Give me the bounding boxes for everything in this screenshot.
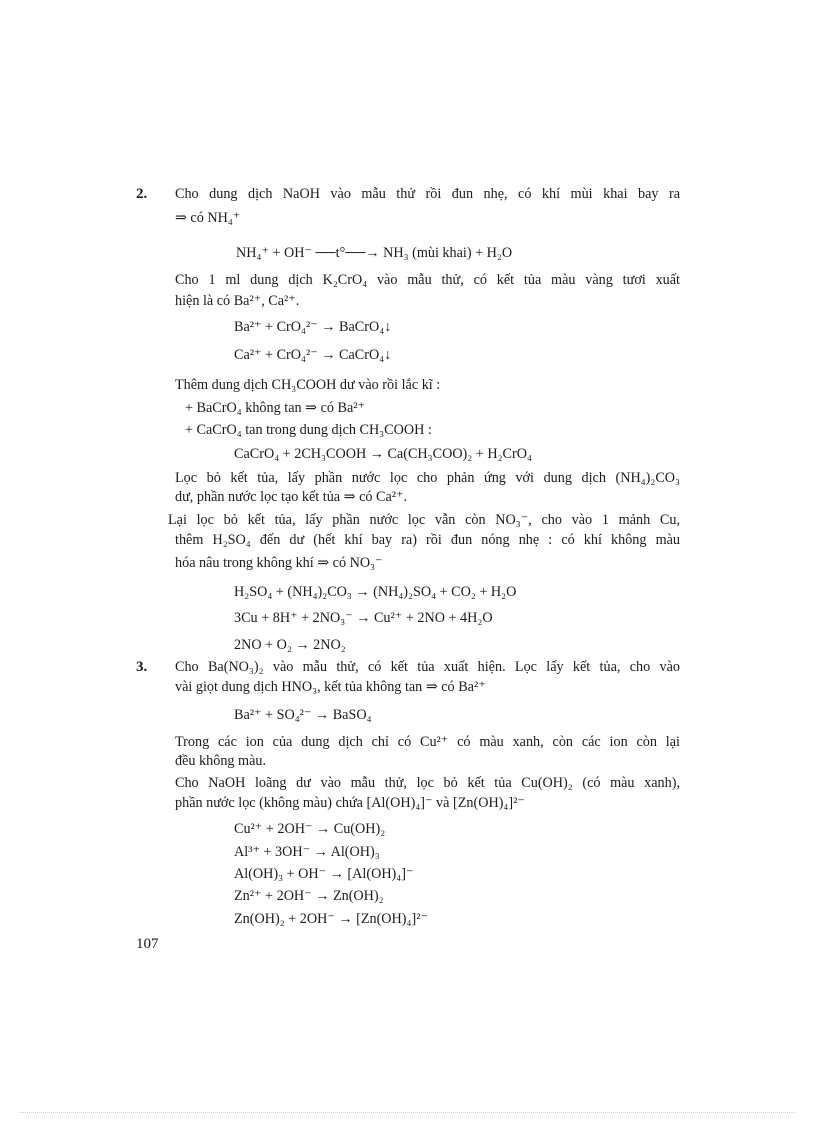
text-line: vài giọt dung dịch HNO₃, kết tủa không tan ⇒ có Ba²⁺ <box>175 679 486 695</box>
page-number: 107 <box>136 936 159 952</box>
text-line: Cho 1 ml dung dịch K₂CrO₄ vào mẫu thử, có kết tủa màu vàng tươi xuất <box>175 272 680 288</box>
text-line: Cho NaOH loãng dư vào mẫu thử, lọc bỏ kết tủa Cu(OH)₂ (có màu xanh), <box>175 775 680 791</box>
equation-line: Al³⁺ + 3OH⁻ → Al(OH)₃ <box>234 844 380 860</box>
equation-line: Ba²⁺ + CrO₄²⁻ → BaCrO₄↓ <box>234 319 392 335</box>
text-line: Thêm dung dịch CH₃COOH dư vào rồi lắc kĩ : <box>175 377 441 393</box>
equation-line: Al(OH)₃ + OH⁻ → [Al(OH)₄]⁻ <box>234 866 414 882</box>
text-line: Cho Ba(NO₃)₂ vào mẫu thử, có kết tủa xuất hiện. Lọc lấy kết tủa, cho vào <box>175 659 680 675</box>
equation-line: 3Cu + 8H⁺ + 2NO₃⁻ → Cu²⁺ + 2NO + 4H₂O <box>234 610 493 626</box>
equation-line: Ba²⁺ + SO₄²⁻ → BaSO₄ <box>234 707 372 723</box>
text-line: thêm H₂SO₄ đến dư (hết khí bay ra) rồi đun nóng nhẹ : có khí không màu <box>175 532 680 548</box>
text-line: Cho dung dịch NaOH vào mẫu thử rồi đun nhẹ, có khí mùi khai bay ra <box>175 186 680 202</box>
text-line: Lại lọc bỏ kết tủa, lấy phần nước lọc vẫn còn NO₃⁻, cho vào 1 mảnh Cu, <box>168 512 680 528</box>
text-line: phần nước lọc (không màu) chứa [Al(OH)₄]⁻ và [Zn(OH)₄]²⁻ <box>175 795 525 811</box>
item-number-3: 3. <box>136 659 148 675</box>
text-line: + BaCrO₄ không tan ⇒ có Ba²⁺ <box>185 400 366 416</box>
equation-line: Cu²⁺ + 2OH⁻ → Cu(OH)₂ <box>234 821 386 837</box>
text-line: hiện là có Ba²⁺, Ca²⁺. <box>175 293 300 309</box>
text-line: dư, phần nước lọc tạo kết tủa ⇒ có Ca²⁺. <box>175 489 408 505</box>
text-line: + CaCrO₄ tan trong dung dịch CH₃COOH : <box>185 422 432 438</box>
text-line: Trong các ion của dung dịch chỉ có Cu²⁺ có màu xanh, còn các ion còn lại <box>175 734 680 750</box>
equation-line: 2NO + O₂ → 2NO₂ <box>234 637 346 653</box>
text-line: Lọc bỏ kết tủa, lấy phần nước lọc cho phản ứng với dung dịch (NH₄)₂CO₃ <box>175 470 680 486</box>
equation-line: Ca²⁺ + CrO₄²⁻ → CaCrO₄↓ <box>234 347 392 363</box>
equation-line: Zn(OH)₂ + 2OH⁻ → [Zn(OH)₄]²⁻ <box>234 911 428 927</box>
equation-line: CaCrO₄ + 2CH₃COOH → Ca(CH₃COO)₂ + H₂CrO₄ <box>234 446 532 462</box>
text-line: ⇒ có NH₄⁺ <box>175 210 241 226</box>
text-line: hóa nâu trong không khí ⇒ có NO₃⁻ <box>175 555 383 571</box>
text-line: đều không màu. <box>175 753 267 769</box>
equation-line: NH₄⁺ + OH⁻ ──t°──→ NH₃ (mùi khai) + H₂O <box>236 245 513 261</box>
equation-line: Zn²⁺ + 2OH⁻ → Zn(OH)₂ <box>234 888 384 904</box>
equation-line: H₂SO₄ + (NH₄)₂CO₃ → (NH₄)₂SO₄ + CO₂ + H₂O <box>234 584 517 600</box>
item-number-2: 2. <box>136 186 148 202</box>
bottom-divider <box>20 1112 796 1113</box>
